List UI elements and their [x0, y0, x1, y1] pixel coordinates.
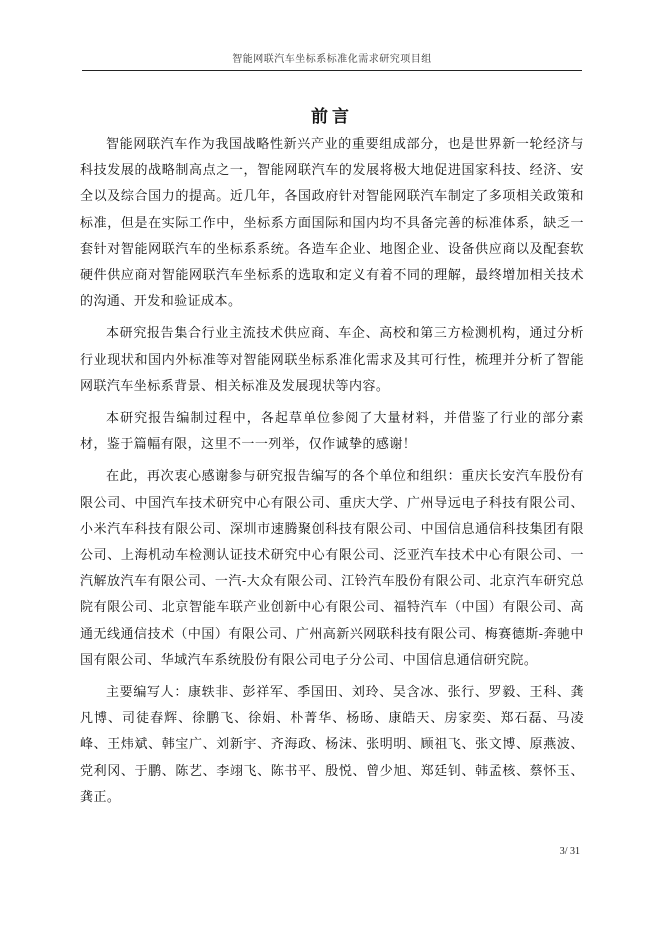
page-title: 前言	[311, 107, 353, 127]
paragraph-acknowledgements: 在此，再次衷心感谢参与研究报告编写的各个单位和组织：重庆长安汽车股份有限公司、中国汽车技术研究中心有限公司、重庆大学、广州导远电子科技有限公司、小米汽车科技有限公司、深圳市速腾聚创科技有限公司、中国信息通信科技集团有限公司、上海机动车检测认证技术研究中心有限公司、泛亚汽车技术中心有限公司、一汽解放汽车有限公司、一汽-大众有限公司、江铃汽车股份有限公司、北京汽车研究总院有限公司、北京智能车联产业创新中心有限公司、福特汽车（中国）有限公司、高通无线通信技术（中国）有限公司、广州高新兴网联科技有限公司、梅赛德斯-奔驰中国有限公司、华域汽车系统股份有限公司电子分公司、中国信息通信研究院。	[80, 469, 584, 668]
body-text	[80, 132, 584, 817]
paragraph-references: 本研究报告编制过程中，各起草单位参阅了大量材料，并借鉴了行业的部分素材，鉴于篇幅有限，这里不一一列举，仅作诚挚的感谢！	[80, 411, 584, 453]
paragraph-intro: 智能网联汽车作为我国战略性新兴产业的重要组成部分，也是世界新一轮经济与科技发展的战略制高点之一，智能网联汽车的发展将极大地促进国家科技、经济、安全以及综合国力的提高。近几年，各国政府针对智能网联汽车制定了多项相关政策和标准，但是在实际工作中，坐标系方面国际和国内均不具备完善的标准体系，缺乏一套针对智能网联汽车的坐标系系统。各造车企业、地图企业、设备供应商以及配套软硬件供应商对智能网联汽车坐标系的选取和定义有着不同的理解，最终增加相关技术的沟通、开发和验证成本。	[80, 137, 584, 310]
paragraph-authors: 主要编写人：康轶非、彭祥军、季国田、刘玲、吴含冰、张行、罗毅、王科、龚凡博、司徒春辉、徐鹏飞、徐娟、朴菁华、杨旸、康皓天、房家奕、郑石磊、马凌峰、王炜斌、韩宝广、刘新宇、齐海政、杨沫、张明明、顾祖飞、张文博、原燕波、党利冈、于鹏、陈艺、李翊飞、陈书平、殷悦、曾少旭、郑廷钊、韩孟核、蔡怀玉、龚正。	[80, 685, 584, 805]
header-rule	[82, 70, 582, 71]
paragraph-scope: 本研究报告集合行业主流技术供应商、车企、高校和第三方检测机构，通过分析行业现状和国内外标准等对智能网联坐标系准化需求及其可行性，梳理并分析了智能网联汽车坐标系背景、相关标准及发展现状等内容。	[80, 326, 584, 394]
page-number: 3/ 31	[559, 846, 580, 857]
running-header: 智能网联汽车坐标系标准化需求研究项目组	[232, 54, 432, 65]
